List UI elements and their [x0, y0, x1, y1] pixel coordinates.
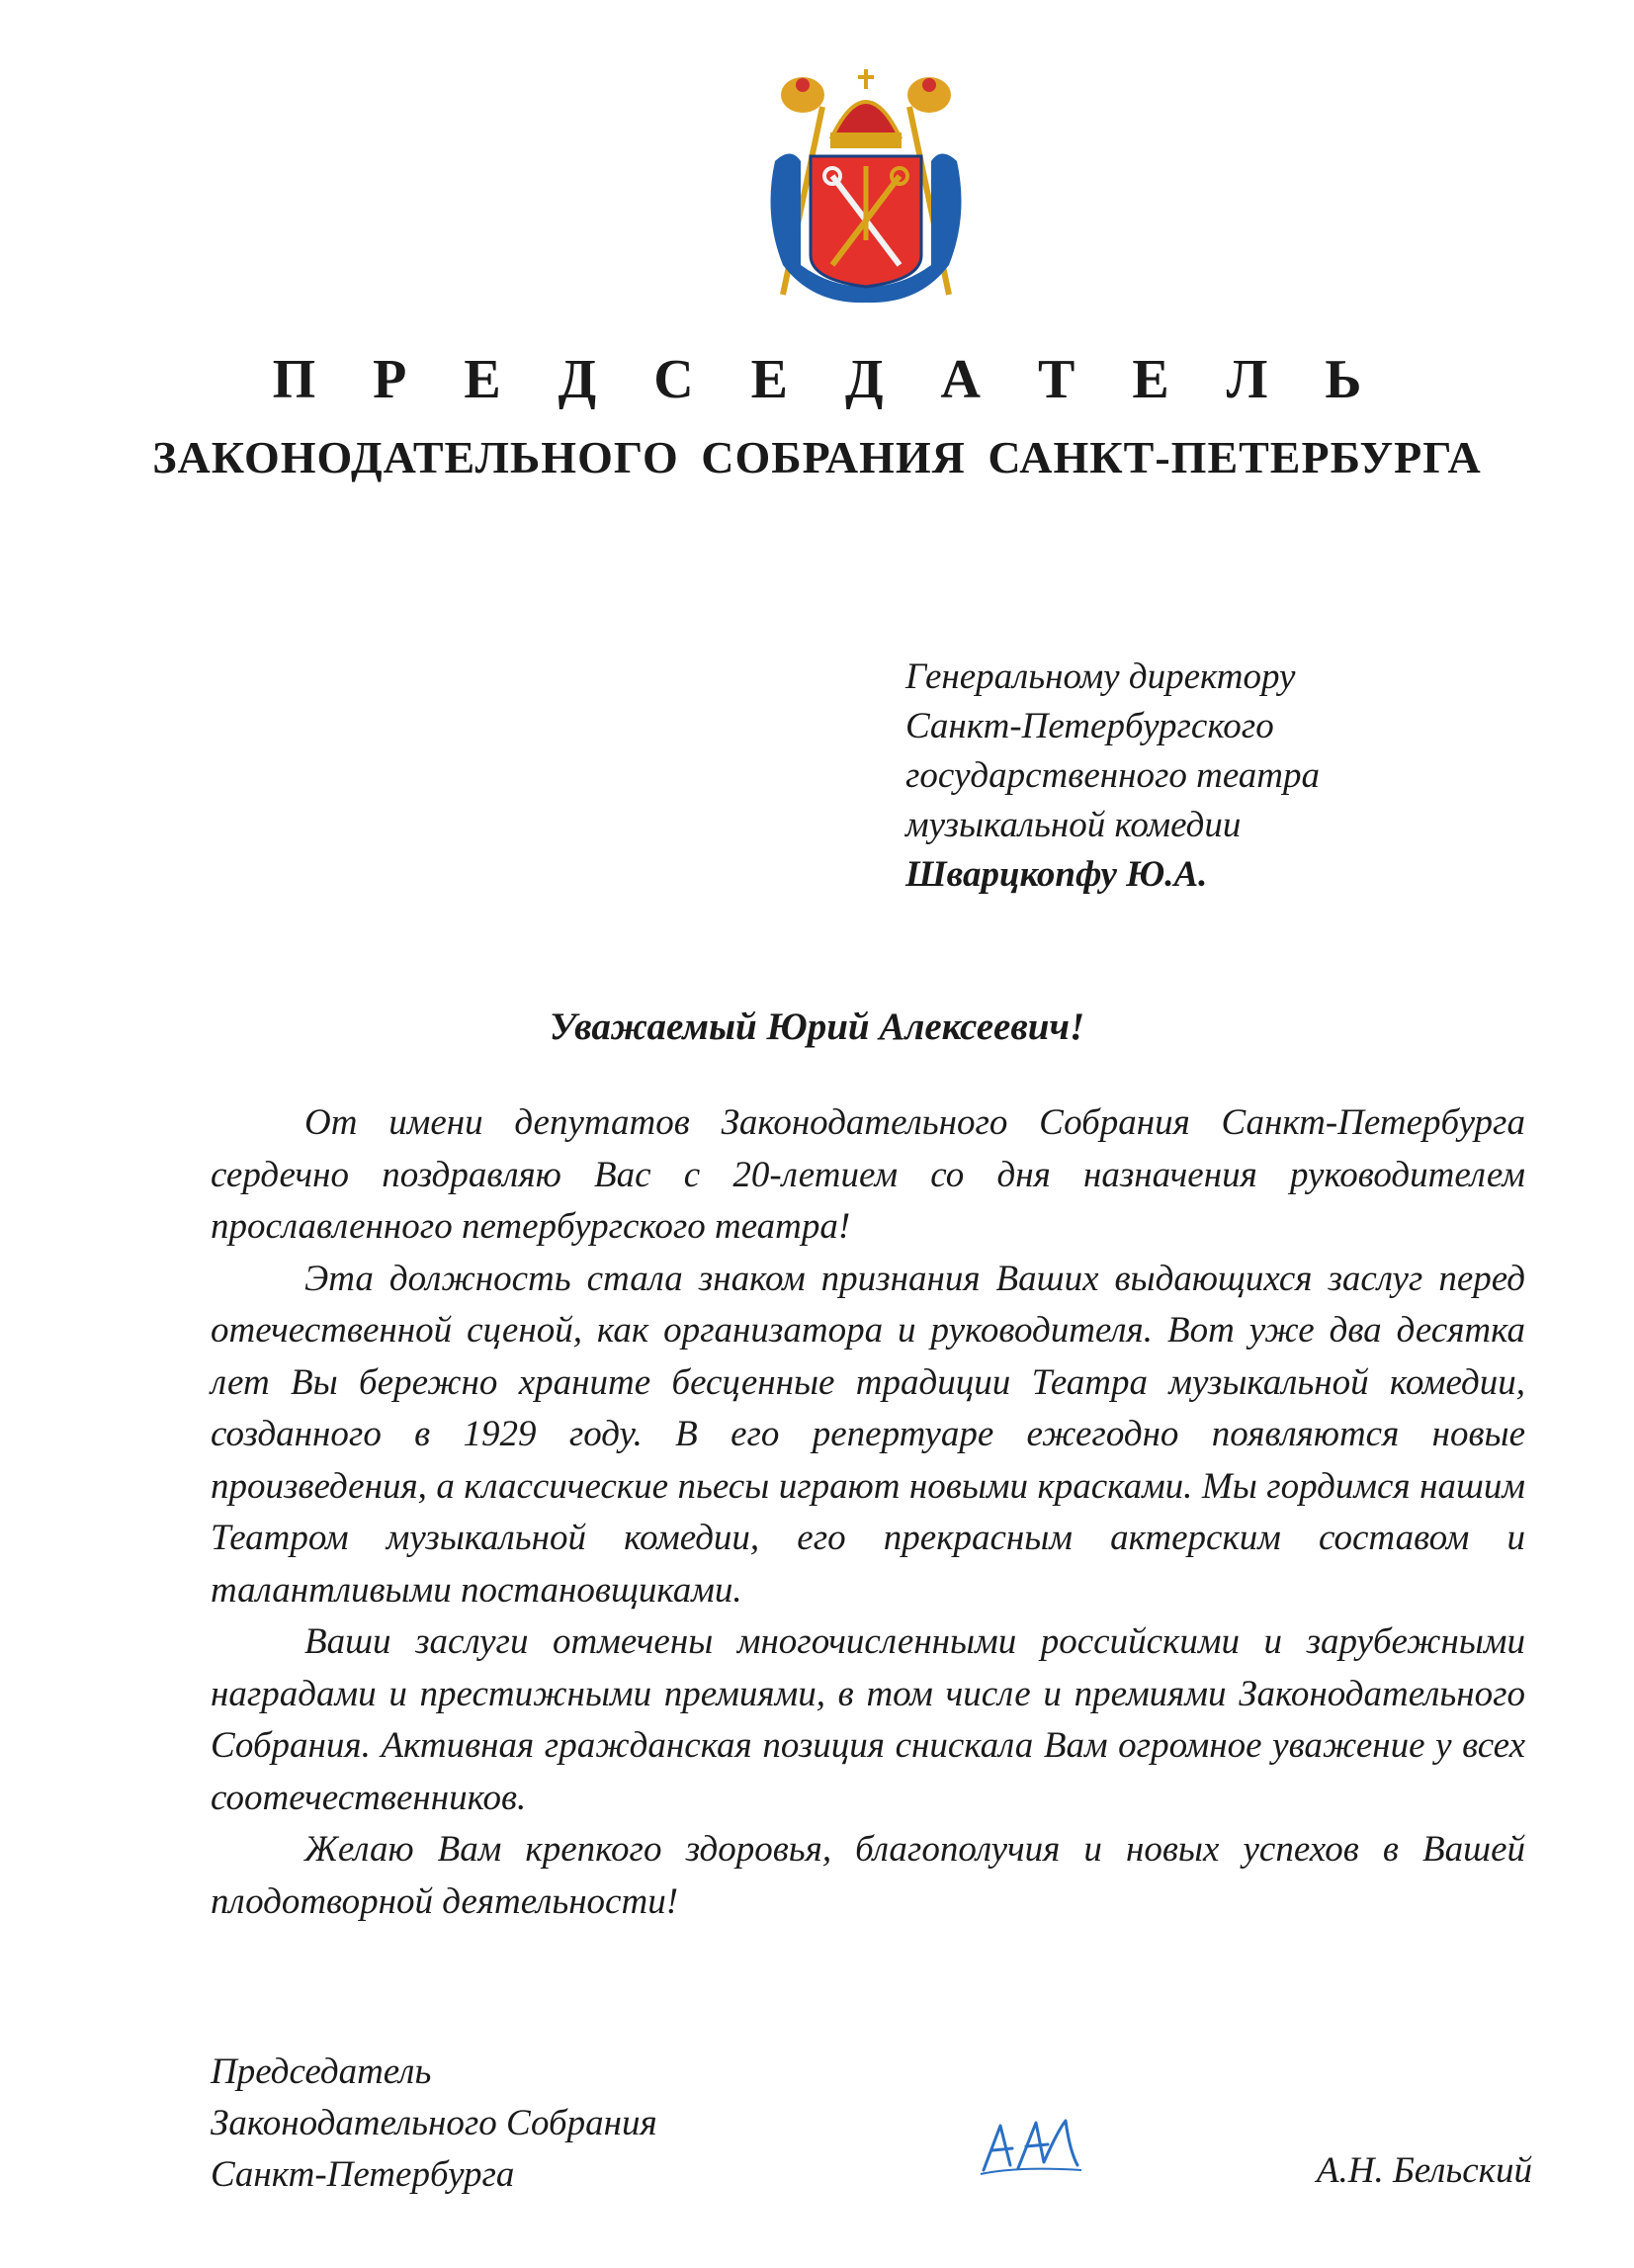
body-paragraph: Желаю Вам крепкого здоровья, благополучия и новых успехов в Вашей плодотворной деятельности!: [211, 1829, 1525, 1922]
coat-of-arms-icon: [753, 67, 979, 324]
handwritten-signature-icon: [979, 2111, 1087, 2180]
addressee-line: государственного театра: [905, 755, 1321, 796]
signatory-title-line: Законодательного Собрания: [211, 2103, 657, 2143]
signatory-name: А.Н. Бельский: [1316, 2150, 1532, 2191]
signatory-title-line: Санкт-Петербурга: [211, 2154, 515, 2195]
body-paragraph: От имени депутатов Законодательного Собрания Санкт-Петербурга сердечно поздравляю Вас с 20-летием со дня назначения руководителем прославленного петербургского театра!: [211, 1102, 1525, 1247]
addressee-block: [905, 653, 1597, 900]
body-paragraph: Ваши заслуги отмечены многочисленными российскими и зарубежными наградами и престижными премиями, в том числе и премиями Законодательного Собрания. Активная гражданская позиция снискала Вам огромное уважение у всех соотечественников.: [211, 1621, 1525, 1818]
addressee-line: музыкальной комедии: [905, 805, 1242, 845]
body-paragraph: Эта должность стала знаком признания Ваших выдающихся заслуг перед отечественной сценой, как организатора и руководителя. Вот уже два десятка лет Вы бережно храните бесценные традиции Театра музыкальной комедии, созданного в 1929 году. В его репертуаре ежегодно появляются новые произведения, а классические пьесы играют новыми красками. Мы гордимся нашим Театром музыкальной комедии, его прекрасным актерским составом и талантливыми постановщиками.: [211, 1258, 1525, 1611]
signatory-title-block: [211, 2047, 804, 2201]
header-title: П Р Е Д С Е Д А Т Е Л Ь: [272, 349, 1384, 410]
header-subtitle: ЗАКОНОДАТЕЛЬНОГО СОБРАНИЯ САНКТ-ПЕТЕРБУРГА: [152, 432, 1482, 482]
addressee-line: Генеральному директору: [905, 656, 1296, 697]
addressee-line: Санкт-Петербургского: [905, 706, 1274, 746]
addressee-name: Шварцкопфу Ю.А.: [905, 854, 1208, 895]
signatory-title-line: Председатель: [211, 2051, 432, 2092]
letter-body: [211, 1097, 1525, 1928]
salutation: Уважаемый Юрий Алексеевич!: [549, 1005, 1085, 1048]
